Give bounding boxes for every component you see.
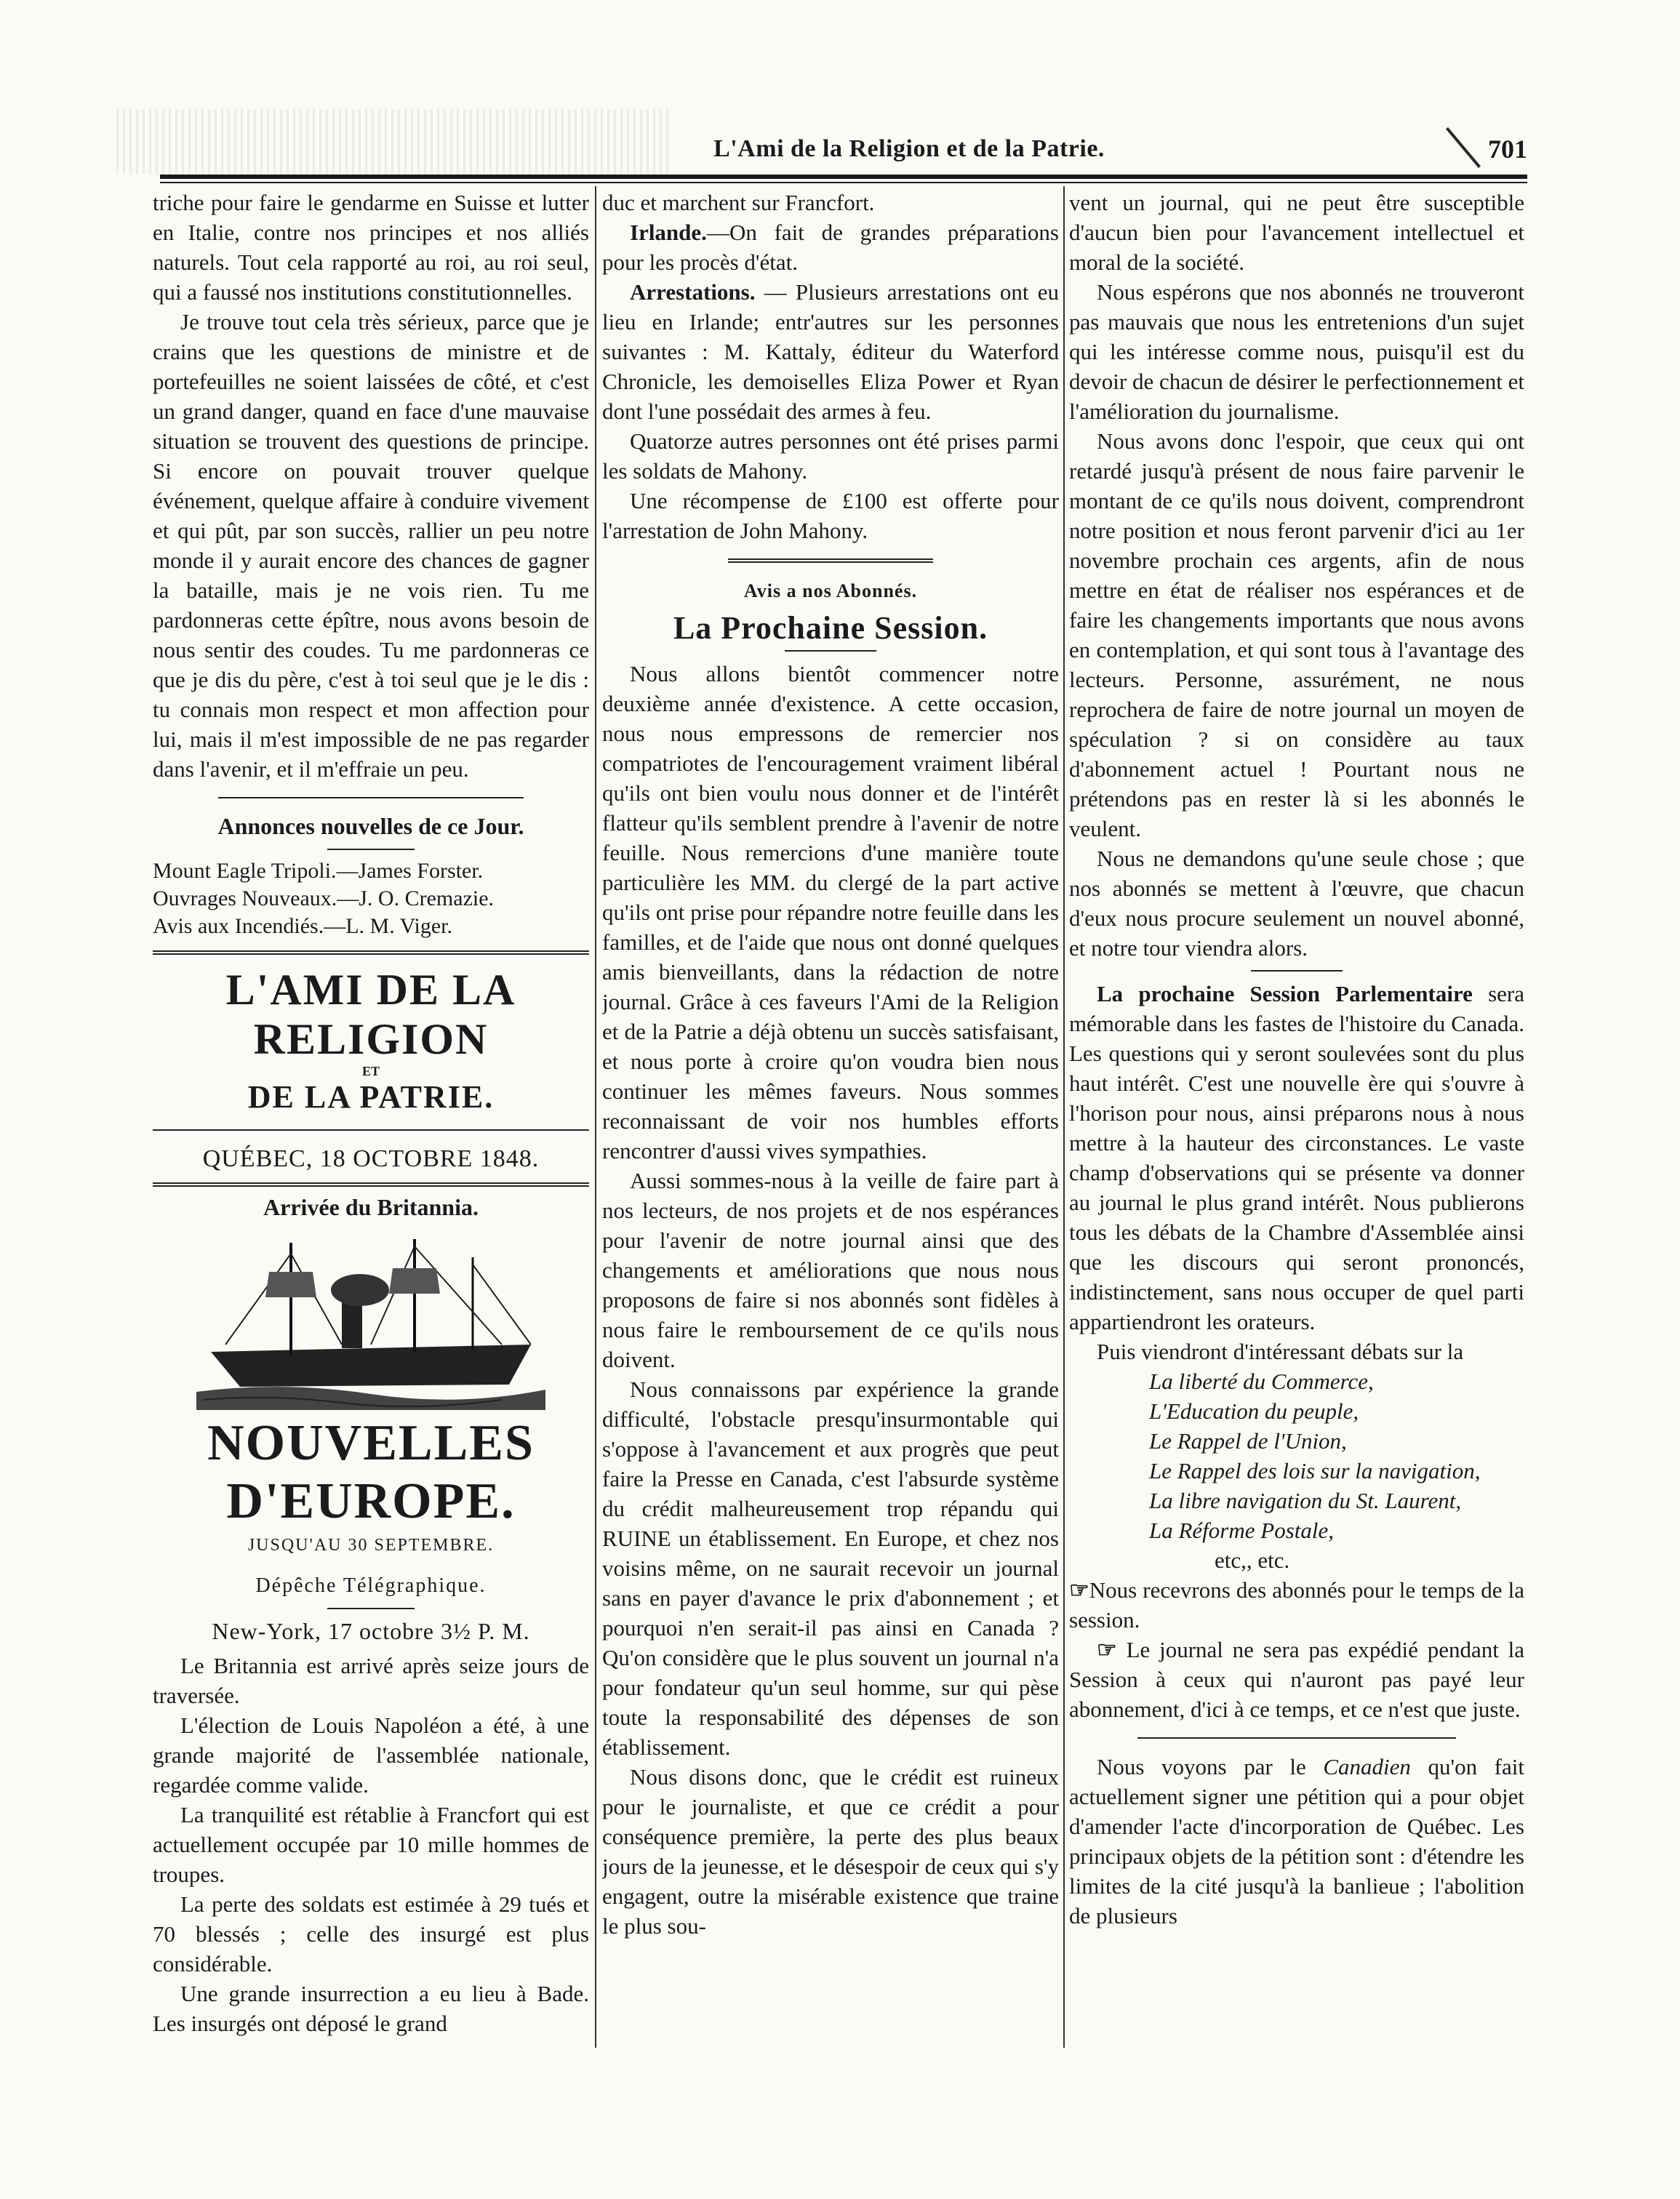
scan-mark bbox=[1446, 127, 1481, 168]
topic-item: Le Rappel des lois sur la navigation, bbox=[1149, 1458, 1481, 1483]
notice-text: Le journal ne sera pas expédié pendant la Session à ceux qui n'auront pas payé leur abonnement, d'ici à ce temps, et ce n'est que juste. bbox=[1069, 1637, 1524, 1722]
avis-title: Avis a nos Abonnés. bbox=[743, 580, 918, 601]
paragraph: Nous disons donc, que le crédit est ruineux pour le journaliste, et que ce crédit a pour conséquence première, la perte des plus beaux jours de la jeunesse, et le désespoir de ceux qui s'y engagent, outre la misérable existence que traine le plus sou- bbox=[602, 1764, 1059, 1939]
lead-parlementaire: La prochaine Session Parlementaire bbox=[1097, 981, 1473, 1006]
arrival-title: Arrivée du Britannia. bbox=[263, 1194, 479, 1220]
paragraph: Une récompense de £100 est offerte pour l'arrestation de John Mahony. bbox=[602, 488, 1059, 543]
depeche-title: Dépêche Télégraphique. bbox=[255, 1574, 487, 1597]
paragraph: Puis viendront d'intéressant débats sur la bbox=[1097, 1339, 1464, 1364]
masthead-line-3: DE LA PATRIE. bbox=[247, 1079, 495, 1115]
paragraph: Je trouve tout cela très sérieux, parce que je crains que les questions de ministre et de portefeuilles ne soient laissées de côté, et c'est un grand danger, quand en face d'une mauvaise situation se trouvent des questions de principe. Si encore on pouvait trouver quelque événement, quelque affaire à conduire vivement et qui pût, par son succès, rallier un peu notre monde il y aurait encore des chances de gagner la bataille, mais je ne vois rien. Tu me pardonneras cette épître, nous avons besoin de nous sentir des coudes. Tu me pardonneras ce que je dis du père, c'est à toi seul que je le dis : tu connais mon respect et mon affection pour lui, mais il m'est impossible de ne pas regarder dans l'avenir, et il m'effraie un peu. bbox=[153, 309, 589, 782]
column-divider bbox=[595, 186, 596, 2048]
paragraph: vent un journal, qui ne peut être susceptible d'aucun bien pour l'avancement intellectuel et moral de la société. bbox=[1069, 190, 1524, 275]
topic-item: La liberté du Commerce, bbox=[1149, 1369, 1374, 1394]
paragraph: La tranquilité est rétablie à Francfort qui est actuellement occupée par 10 mille hommes de troupes. bbox=[153, 1802, 589, 1887]
divider bbox=[218, 797, 524, 798]
text-fragment: Nous voyons par le bbox=[1097, 1754, 1324, 1779]
paragraph: Nous avons donc l'espoir, que ceux qui ont retardé jusqu'à présent de nous faire parvenir le montant de ce qu'ils nous doivent, comprendront notre position et nous feront parvenir d'ici au 1er novembre prochain ces argents, afin de nous mettre en état de réaliser nos espérances et de faire les changements importants que nous avons en contemplation, et qui sont tous à l'avantage des lecteurs. Personne, assurément, ne nous reprochera de faire de notre journal un moyen de spéculation ? si on considère au taux d'abonnement actuel ! Pourtant nous ne prétendons pas en rester là si les abonnés le veulent. bbox=[1069, 428, 1524, 841]
paragraph: Aussi sommes-nous à la veille de faire part à nos lecteurs, de nos projets et de nos espérances pour l'avenir de notre journal ainsi que des changements et améliorations que nous nous proposons de faire si nos abonnés sont fidèles à nous faire le remboursement de ce qu'ils nous doivent. bbox=[602, 1168, 1059, 1372]
session-title: La Prochaine Session. bbox=[673, 610, 988, 646]
news-title: NOUVELLES D'EUROPE. bbox=[207, 1415, 535, 1529]
paragraph bbox=[1069, 1575, 1524, 1635]
column-2 bbox=[602, 188, 1059, 1941]
paragraph bbox=[1069, 979, 1524, 1337]
paragraph: Nous ne demandons qu'une seule chose ; que nos abonnés se mettent à l'œuvre, que chacun d'eux nous procure seulement un nouvel abonné, et notre tour viendra alors. bbox=[1069, 846, 1524, 961]
topic-item: La Réforme Postale, bbox=[1149, 1518, 1334, 1543]
divider bbox=[785, 650, 876, 652]
divider bbox=[327, 849, 415, 850]
annonce-item: Mount Eagle Tripoli.—James Forster. bbox=[153, 859, 484, 883]
arrestations-text: — Plusieurs arrestations ont eu lieu en Irlande; entr'autres sur les personnes suivantes : M. Kattaly, éditeur du Waterford Chronicle, les demoiselles Eliza Power et Ryan dont l'une possédait des armes à feu. bbox=[602, 279, 1059, 424]
topic-item: La libre navigation du St. Laurent, bbox=[1149, 1488, 1462, 1513]
page-header bbox=[160, 131, 1527, 169]
page-number: 701 bbox=[1488, 135, 1527, 164]
pointing-hand-icon: ☞ bbox=[1069, 1577, 1089, 1603]
topics-list bbox=[1069, 1366, 1524, 1575]
paragraph: Le Britannia est arrivé après seize jours de traversée. bbox=[153, 1653, 589, 1708]
paragraph: La perte des soldats est estimée à 29 tués et 70 blessés ; celle des insurgé est plus considérable. bbox=[153, 1891, 589, 1976]
paragraph: triche pour faire le gendarme en Suisse et lutter en Italie, contre nos principes et nos alliés naturels. Tout cela rapporté au roi, au roi seul, qui a faussé nos institutions constitutionnelles. bbox=[153, 190, 589, 305]
masthead-line-2: ET bbox=[361, 1064, 380, 1078]
divider bbox=[327, 1608, 415, 1609]
divider bbox=[153, 1129, 589, 1131]
topic-item: etc,, etc. bbox=[1215, 1547, 1290, 1573]
paragraph: Une grande insurrection a eu lieu à Bade. Les insurgés ont déposé le grand bbox=[153, 1981, 589, 2036]
paragraph bbox=[1069, 1635, 1524, 1724]
paragraph: Nous connaissons par expérience la grande difficulté, l'obstacle presqu'insurmontable qui s'oppose à l'avancement et aux progrès que peut faire la Presse en Canada, c'est l'absurde système du crédit malheureusement trop répandu qui RUINE un établissement. En Europe, et chez nos voisins même, on ne saurait recevoir un journal sans en payer d'avance le prix d'abonnement ; et pourquoi n'en serait-il pas ainsi en Canada ? Qu'on considère que le plus souvent un journal n'a pour fondateur qu'un seul homme, sur qui pèse toute la responsabilité des dépenses de son établissement. bbox=[602, 1377, 1059, 1760]
topic-item: L'Education du peuple, bbox=[1149, 1398, 1359, 1424]
header-rule-thin bbox=[160, 182, 1527, 183]
column-divider bbox=[1063, 186, 1065, 2048]
news-subtitle: JUSQU'AU 30 SEPTEMBRE. bbox=[247, 1536, 495, 1555]
column-1 bbox=[153, 188, 589, 2038]
annonces-title: Annonces nouvelles de ce Jour. bbox=[217, 813, 524, 839]
paragraph bbox=[602, 217, 1059, 277]
paragraph: Quatorze autres personnes ont été prises parmi les soldats de Mahony. bbox=[602, 428, 1059, 484]
notice-text: Nous recevrons des abonnés pour le temps de la session. bbox=[1069, 1577, 1524, 1633]
pointing-hand-icon: ☞ bbox=[1097, 1637, 1127, 1662]
lead-arrestations: Arrestations. bbox=[630, 279, 756, 305]
divider bbox=[153, 950, 589, 955]
divider bbox=[728, 558, 934, 563]
divider bbox=[1137, 1737, 1456, 1739]
topic-item: Le Rappel de l'Union, bbox=[1149, 1428, 1347, 1454]
irlande-text: —On fait de grandes préparations pour les procès d'état. bbox=[602, 220, 1059, 275]
paragraph bbox=[602, 277, 1059, 426]
annonce-item: Avis aux Incendiés.—L. M. Viger. bbox=[153, 914, 453, 938]
masthead bbox=[153, 965, 589, 1116]
column-3 bbox=[1069, 188, 1524, 1931]
text-fragment: qu'on fait actuellement signer une pétition qui a pour objet d'amender l'acte d'incorporation de Québec. Les principaux objets de la pétition sont : d'étendre les limites de la cité jusqu'à la banlieue ; l'abolition de plusieurs bbox=[1069, 1754, 1524, 1928]
divider bbox=[153, 1182, 589, 1187]
paragraph: L'élection de Louis Napoléon a été, à une grande majorité de l'assemblée nationale, regardée comme valide. bbox=[153, 1713, 589, 1798]
paragraph: Nous allons bientôt commencer notre deuxième année d'existence. A cette occasion, nous nous empressons de remercier nos compatriotes de l'encouragement vraiment libéral qu'ils ont bien voulu nous donner et de l'intérêt flatteur qu'ils semblent prendre à l'avenir de notre feuille. Nous remercions d'une manière toute particulière les MM. du clergé de la part active qu'ils ont prise pour répandre notre feuille dans les familles, et de l'aide que nous ont donné quelques amis bienveillants, dans la rédaction de notre journal. Grâce à ces faveurs l'Ami de la Religion et de la Patrie a déjà obtenu un succès satisfaisant, et nous porte à croire qu'on voudra bien nous continuer les mêmes faveurs. Nous sommes reconnaissant de voir nos humbles efforts rencontrer d'aussi vives sympathies. bbox=[602, 661, 1059, 1163]
newspaper-name: Canadien bbox=[1323, 1754, 1411, 1779]
lead-irlande: Irlande. bbox=[630, 220, 707, 245]
paragraph bbox=[1069, 1752, 1524, 1931]
divider bbox=[1251, 970, 1342, 972]
parlementaire-text: sera mémorable dans les fastes de l'histoire du Canada. Les questions qui y seront soulevées sont du plus haut intérêt. C'est une nouvelle ère qui s'ouvre à l'horison pour nous, ainsi préparons nous à nous mettre à la hauteur des circonstances. Le vaste champ d'observations qui se présente va donner au journal le plus grand intérêt. Nous publierons tous les débats de la Chambre d'Assemblée ainsi que les discours qui seront prononcés, indistinctement, sans nous occuper de quel parti appartiendront les orateurs. bbox=[1069, 981, 1524, 1334]
steamship-illustration bbox=[196, 1228, 545, 1410]
dateline: QUÉBEC, 18 OCTOBRE 1848. bbox=[202, 1145, 540, 1172]
paragraph: Nous espérons que nos abonnés ne trouveront pas mauvais que nous les entretenions d'un sujet qui les intéresse comme nous, puisqu'il est du devoir de chacun de désirer le perfectionnement et l'amélioration du journalisme. bbox=[1069, 279, 1524, 424]
annonce-item: Ouvrages Nouveaux.—J. O. Cremazie. bbox=[153, 886, 495, 910]
paragraph: duc et marchent sur Francfort. bbox=[602, 190, 875, 215]
header-rule bbox=[160, 175, 1527, 179]
running-title: L'Ami de la Religion et de la Patrie. bbox=[713, 135, 1105, 162]
masthead-line-1: L'AMI DE LA RELIGION bbox=[225, 966, 516, 1063]
newyork-dateline: New-York, 17 octobre 3½ P. M. bbox=[212, 1618, 530, 1644]
